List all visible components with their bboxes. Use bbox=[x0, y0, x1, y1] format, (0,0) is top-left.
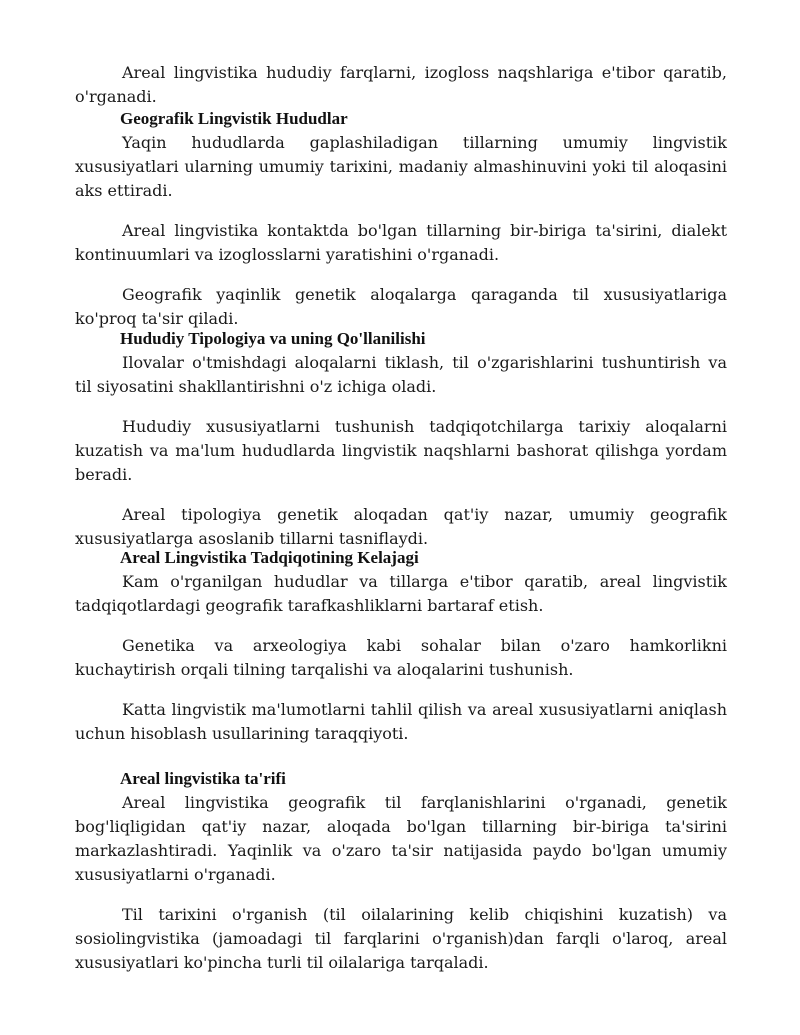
paragraph: Yaqin hududlarda gaplashiladigan tillarning umumiy lingvistik xususiyatlari ularning umumiy tarixini, madaniy almashinuvini yoki til aloqasini aks ettiradi. bbox=[75, 133, 727, 200]
paragraph: Ilovalar o'tmishdagi aloqalarni tiklash, til o'zgarishlarini tushuntirish va til siyosatini shakllantirishni o'z ichiga oladi. bbox=[75, 353, 727, 396]
section-future-research bbox=[75, 546, 727, 746]
paragraph: Areal lingvistika kontaktda bo'lgan tillarning bir-biriga ta'sirini, dialekt kontinuumlari va izoglosslarni yaratishini o'rganadi. bbox=[75, 221, 727, 264]
paragraph: Areal lingvistika geografik til farqlanishlarini o'rganadi, genetik bog'liqligidan qat'iy nazar, aloqada bo'lgan tillarning bir-biriga ta'sirini markazlashtiradi. Yaqinlik va o'zaro ta'sir natijasida paydo bo'lgan umumiy xususiyatlarni o'rganadi. bbox=[75, 793, 727, 884]
paragraph: Til tarixini o'rganish (til oilalarining kelib chiqishini kuzatish) va sosiolingvistika (jamoadagi til farqlarini o'rganish)dan farqli o'laroq, areal xususiyatlari ko'pincha turli til oilalariga tarqaladi. bbox=[75, 905, 727, 972]
section-heading: Areal lingvistika ta'rifi bbox=[120, 769, 286, 788]
paragraph: Katta lingvistik ma'lumotlarni tahlil qilish va areal xususiyatlarni aniqlash uchun hisoblash usullarining taraqqiyoti. bbox=[75, 700, 727, 743]
section-heading: Hududiy Tipologiya va uning Qo'llanilishi bbox=[120, 329, 426, 348]
section-heading: Areal Lingvistika Tadqiqotining Kelajagi bbox=[120, 548, 419, 567]
paragraph: Kam o'rganilgan hududlar va tillarga e'tibor qaratib, areal lingvistik tadqiqotlardagi geografik tarafkashliklarni bartaraf etish. bbox=[75, 572, 727, 615]
paragraph: Genetika va arxeologiya kabi sohalar bilan o'zaro hamkorlikni kuchaytirish orqali tilning tarqalishi va aloqalarini tushunish. bbox=[75, 636, 727, 679]
paragraph: Areal tipologiya genetik aloqadan qat'iy nazar, umumiy geografik xususiyatlarga asoslanib tillarni tasniflaydi. bbox=[75, 505, 727, 548]
section-areal-typology bbox=[75, 327, 727, 551]
paragraph: Geografik yaqinlik genetik aloqalarga qaraganda til xususiyatlariga ko'proq ta'sir qiladi. bbox=[75, 285, 727, 328]
section-heading: Geografik Lingvistik Hududlar bbox=[120, 109, 348, 128]
paragraph: Hududiy xususiyatlarni tushunish tadqiqotchilarga tarixiy aloqalarni kuzatish va ma'lum hududlarda lingvistik naqshlarni bashorat qilishga yordam beradi. bbox=[75, 417, 727, 484]
section-geographic-areas bbox=[75, 107, 727, 331]
section-definition bbox=[75, 767, 727, 975]
intro-paragraph: Areal lingvistika hududiy farqlarni, izogloss naqshlariga e'tibor qaratib, o'rganadi. bbox=[75, 63, 727, 106]
